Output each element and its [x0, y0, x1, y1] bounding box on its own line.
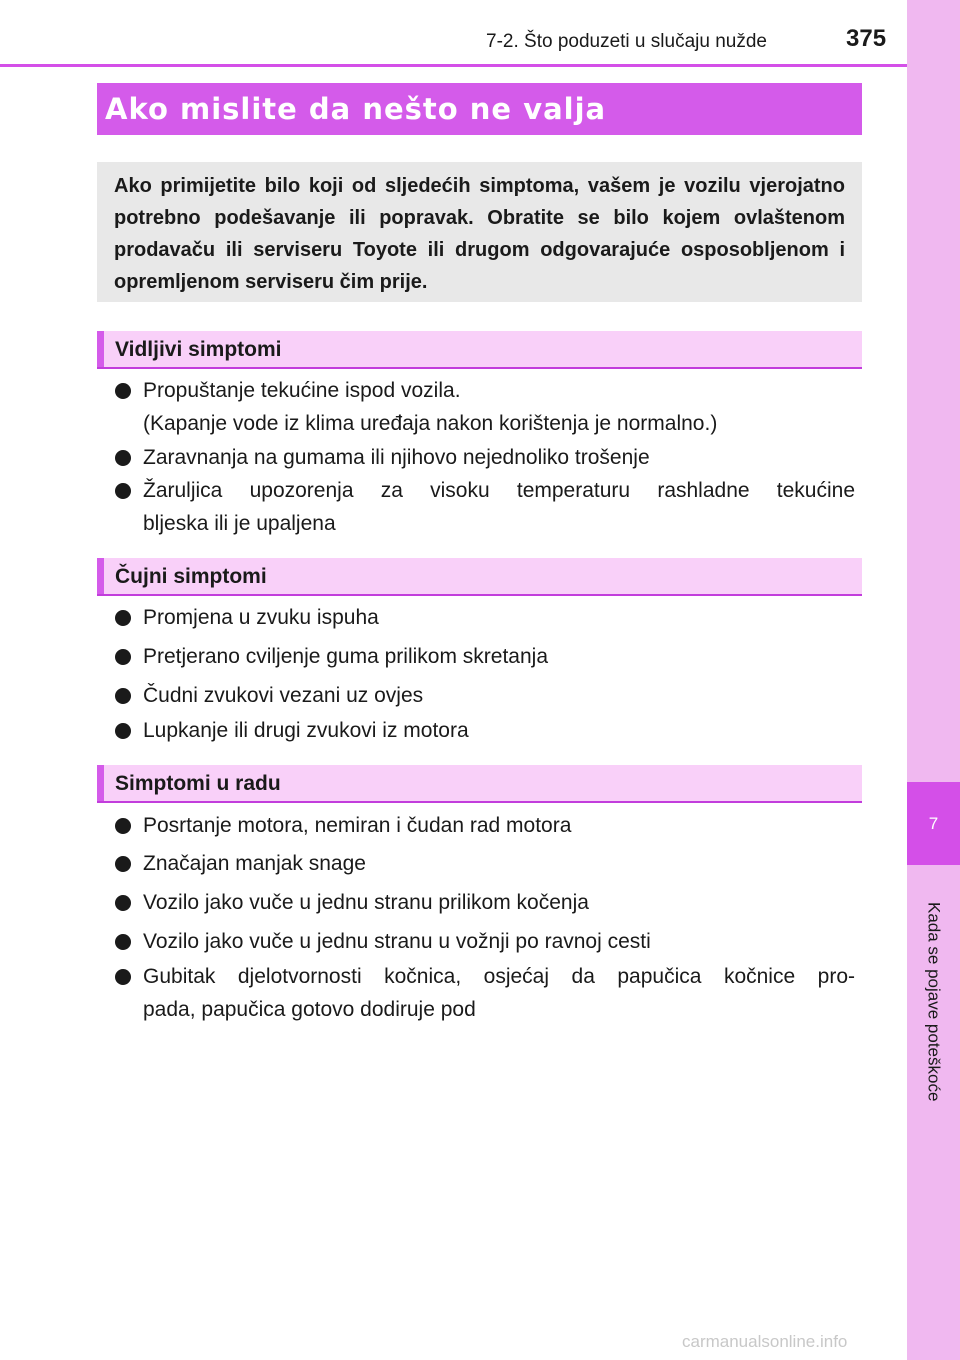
section-heading-label: Vidljivi simptomi: [115, 338, 282, 361]
list-item: [115, 679, 855, 712]
list-item: [115, 886, 855, 919]
page-title-text: Ako mislite da nešto ne valja: [105, 92, 607, 126]
list-item-text: Zaravnanja na gumama ili njihovo nejednoliko trošenje: [143, 446, 650, 469]
list-item: [115, 374, 855, 440]
list-item: [115, 847, 855, 880]
intro-text: Ako primijetite bilo koji od sljedećih simptoma, vašem je vozilu vjerojatno potrebno podešavanje ili popravak. Obratite se bilo kojem ovlaštenom prodavaču ili serviseru Toyote ili drugom odgovarajuće osposobljenom i opremljenom serviseru čim prije.: [114, 175, 845, 293]
header-divider: [0, 64, 907, 67]
chapter-number-box: [907, 782, 960, 865]
page-title: [97, 83, 862, 135]
list-item-text: Čudni zvukovi vezani uz ovjes: [143, 684, 424, 707]
list-item: [115, 441, 855, 474]
page-number: 375: [846, 25, 887, 52]
list-item: [115, 925, 855, 958]
list-item-text: Gubitak djelotvornosti kočnica, osjećaj da papučica kočnice pro-: [143, 965, 855, 988]
section-heading-visible: [97, 331, 862, 369]
list-item: [115, 960, 855, 1026]
section-heading-label: Simptomi u radu: [115, 772, 281, 795]
chapter-title-box: [907, 872, 960, 1132]
section-heading-label: Čujni simptomi: [115, 565, 267, 588]
list-item: [115, 640, 855, 673]
bullet-icon: [115, 856, 131, 872]
bullet-icon: [115, 934, 131, 950]
bullet-icon: [115, 483, 131, 499]
intro-box: [97, 162, 862, 302]
watermark: carmanualsonline.info: [682, 1332, 848, 1351]
section-accent-bar: [97, 765, 104, 801]
list-item-text: Vozilo jako vuče u jednu stranu prilikom kočenja: [143, 891, 589, 914]
list-item: [115, 809, 855, 842]
list-item-text: Posrtanje motora, nemiran i čudan rad motora: [143, 814, 572, 837]
bullet-icon: [115, 610, 131, 626]
section-accent-bar: [97, 331, 104, 367]
bullet-icon: [115, 818, 131, 834]
bullet-icon: [115, 969, 131, 985]
section-heading-audible: [97, 558, 862, 596]
list-item: [115, 601, 855, 634]
chapter-side-tab: [907, 0, 960, 1360]
list-item-text: Vozilo jako vuče u jednu stranu u vožnji po ravnoj cesti: [143, 930, 651, 953]
section-accent-bar: [97, 558, 104, 594]
chapter-title: Kada se pojave poteškoće: [924, 902, 944, 1102]
list-item: [115, 474, 855, 540]
list-item-text: Pretjerano cviljenje guma prilikom skretanja: [143, 645, 549, 668]
bullet-icon: [115, 383, 131, 399]
list-item-text: Lupkanje ili drugi zvukovi iz motora: [143, 719, 469, 742]
bullet-icon: [115, 895, 131, 911]
list-item-text: Žaruljica upozorenja za visoku temperaturu rashladne tekućine: [143, 479, 855, 502]
section-heading-operation: [97, 765, 862, 803]
chapter-number: 7: [928, 813, 939, 833]
bullet-icon: [115, 450, 131, 466]
list-item-text: Propuštanje tekućine ispod vozila.: [143, 379, 461, 402]
list-item-note: bljeska ili je upaljena: [143, 512, 336, 535]
list-item: [115, 714, 855, 747]
bullet-icon: [115, 649, 131, 665]
list-item-note: (Kapanje vode iz klima uređaja nakon korištenja je normalno.): [143, 412, 718, 435]
list-item-text: Značajan manjak snage: [143, 852, 366, 875]
bullet-icon: [115, 688, 131, 704]
bullet-icon: [115, 723, 131, 739]
list-item-text: Promjena u zvuku ispuha: [143, 606, 379, 629]
list-item-note: pada, papučica gotovo dodiruje pod: [143, 998, 476, 1021]
header-section-title: 7-2. Što poduzeti u slučaju nužde: [486, 31, 767, 52]
